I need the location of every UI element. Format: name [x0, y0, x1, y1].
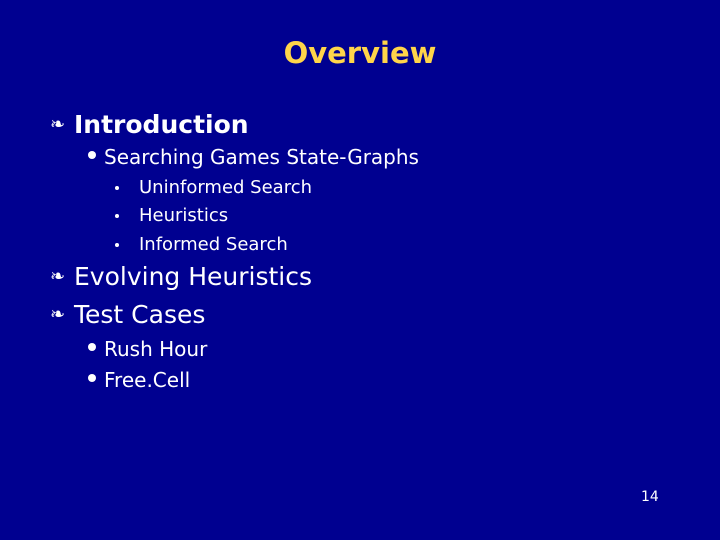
bullet-label: Evolving Heuristics [74, 262, 313, 291]
subbullet-searching-games [88, 145, 419, 169]
fleuron-bullet-icon: ❧ [50, 304, 66, 325]
bullet-label: Test Cases [74, 300, 206, 329]
bullet-dot-icon [115, 214, 119, 218]
fleuron-bullet-icon: ❧ [50, 114, 66, 135]
bullet-label: Uninformed Search [139, 177, 313, 198]
subsubbullet-informed-search [115, 234, 288, 255]
bullet-label: Heuristics [139, 205, 229, 226]
bullet-label: Informed Search [139, 234, 288, 255]
bullet-label: Introduction [74, 110, 249, 139]
bullet-test-cases [50, 300, 205, 329]
bullet-label: Searching Games State-Graphs [104, 145, 419, 169]
subbullet-freecell [88, 368, 190, 392]
subsubbullet-uninformed-search [115, 177, 312, 198]
slide-title: Overview [283, 36, 437, 70]
bullet-dot-icon [88, 343, 96, 351]
bullet-dot-icon [115, 186, 119, 190]
subbullet-rush-hour [88, 337, 207, 361]
subsubbullet-heuristics [115, 205, 228, 226]
bullet-label: Free.Cell [104, 368, 191, 392]
bullet-label: Rush Hour [104, 337, 208, 361]
bullet-evolving-heuristics [50, 262, 312, 291]
bullet-dot-icon [88, 374, 96, 382]
bullet-dot-icon [115, 243, 119, 247]
fleuron-bullet-icon: ❧ [50, 266, 66, 287]
bullet-dot-icon [88, 151, 96, 159]
page-number: 14 [641, 489, 659, 505]
bullet-introduction [50, 110, 249, 139]
